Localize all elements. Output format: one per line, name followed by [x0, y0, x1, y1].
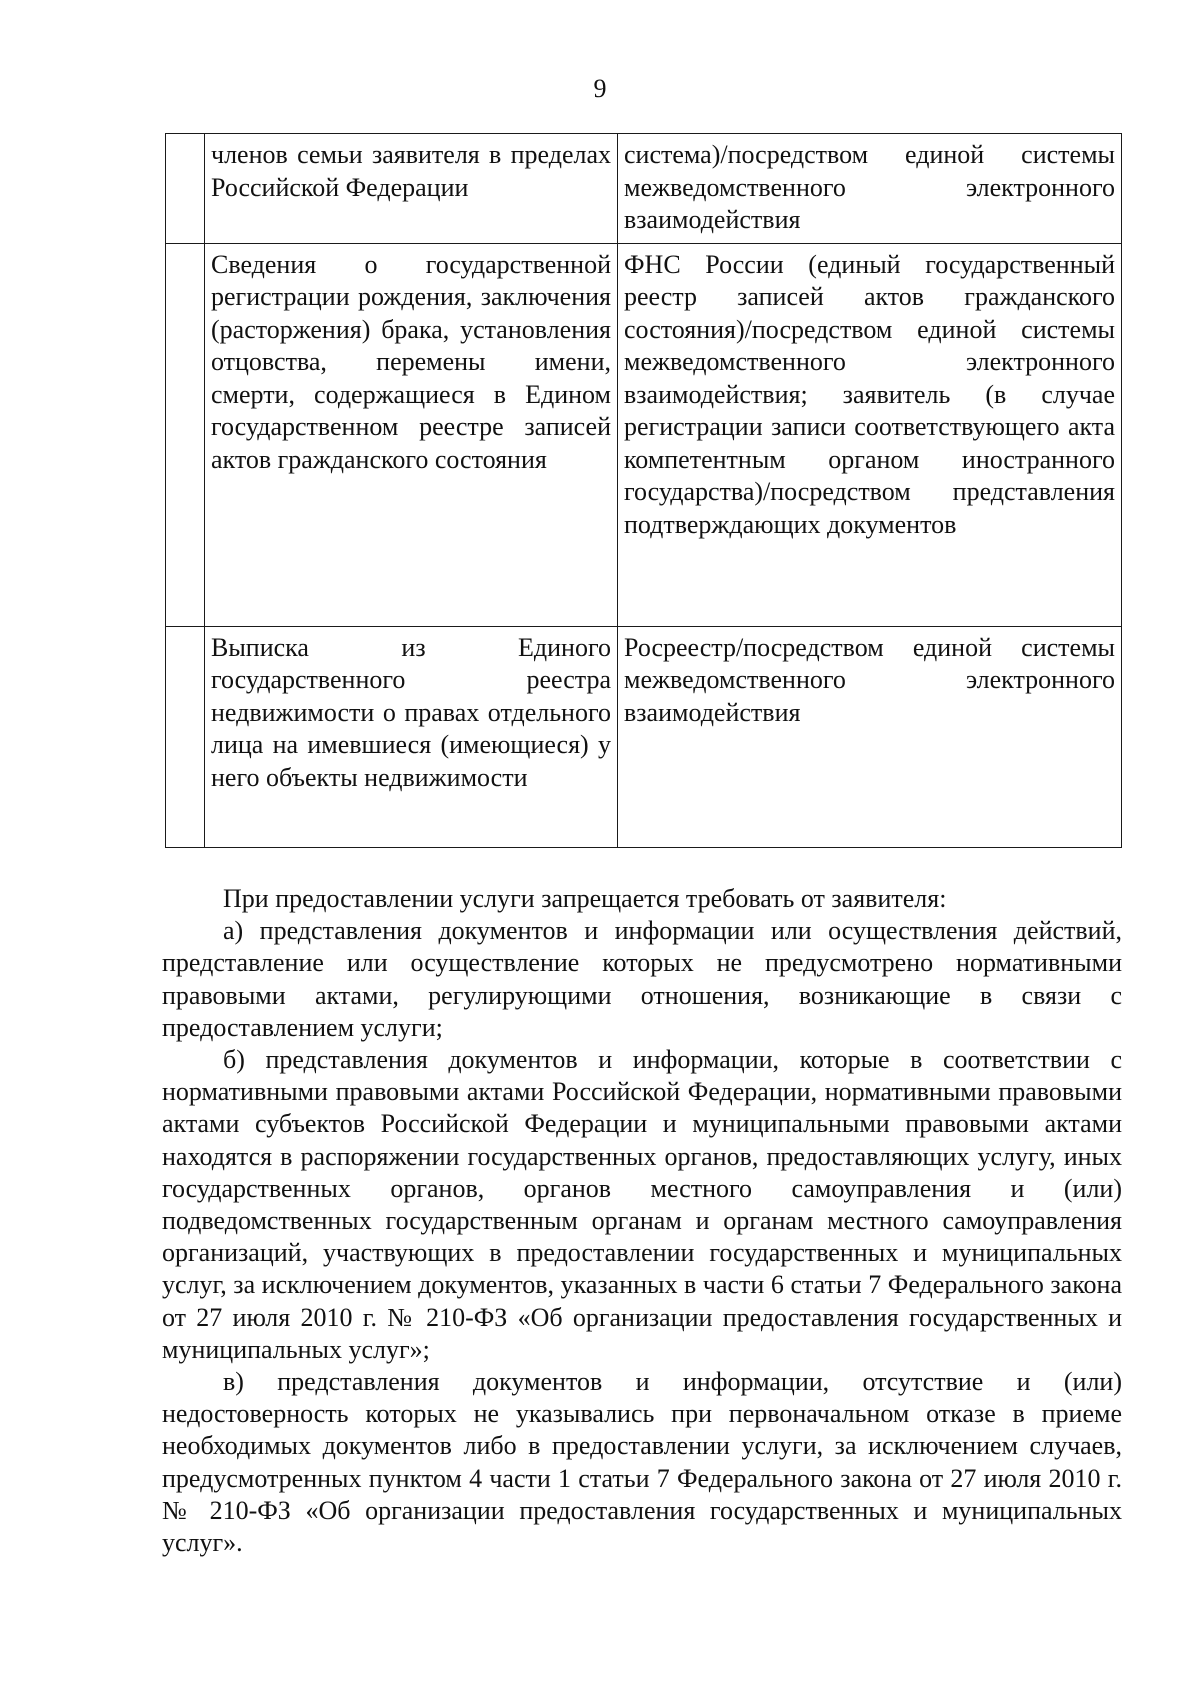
- paragraph-a: а) представления документов и информации или осуществления действий, представление или осуществление которых не предусмотрено нормативными правовыми актами, регулирующими отношения, возникающие в связи с предоставлением услуги;: [162, 916, 1122, 1042]
- paragraph-c: в) представления документов и информации, отсутствие и (или) недостоверность которых не указывались при первоначальном отказе в приеме необходимых документов либо в предоставлении услуги, за исключением случаев, предусмотренных пунктом 4 части 1 статьи 7 Федерального закона от 27 июля 2010 г. № 210-ФЗ «Об организации предоставления государственных и муниципальных услуг».: [162, 1367, 1122, 1558]
- body-text: [162, 883, 1122, 1559]
- document-cell: Сведения о государственной регистрации рождения, заключения (расторжения) брака, установления отцовства, перемены имени, смерти, содержащиеся в Едином государственном реестре записей актов гражданского состояния: [205, 243, 618, 626]
- paragraph-intro: При предоставлении услуги запрещается требовать от заявителя:: [223, 884, 947, 913]
- table-row: [166, 626, 1122, 847]
- row-number-cell: [166, 243, 205, 626]
- source-cell: ФНС России (единый государственный реестр записей актов гражданского состояния)/посредством единой системы межведомственного электронного взаимодействия; заявитель (в случае регистрации записи соответствующего акта компетентным органом иностранного государства)/посредством представления подтверждающих документов: [618, 243, 1122, 626]
- source-cell: система)/посредством единой системы межведомственного электронного взаимодействия: [618, 134, 1122, 244]
- table-row: [166, 134, 1122, 244]
- row-number-cell: [166, 626, 205, 847]
- source-cell: Росреестр/посредством единой системы межведомственного электронного взаимодействия: [618, 626, 1122, 847]
- documents-table: [165, 133, 1122, 848]
- document-cell: Выписка из Единого государственного реестра недвижимости о правах отдельного лица на имевшиеся (имеющиеся) у него объекты недвижимости: [205, 626, 618, 847]
- table-row: [166, 243, 1122, 626]
- paragraph-b: б) представления документов и информации, которые в соответствии с нормативными правовыми актами Российской Федерации, нормативными правовыми актами субъектов Российской Федерации и муниципальными правовыми актами находятся в распоряжении государственных органов, предоставляющих услугу, иных государственных органов, органов местного самоуправления и (или) подведомственных государственным органам и органам местного самоуправления организаций, участвующих в предоставлении государственных и муниципальных услуг, за исключением документов, указанных в части 6 статьи 7 Федерального закона от 27 июля 2010 г. № 210-ФЗ «Об организации предоставления государственных и муниципальных услуг»;: [162, 1045, 1122, 1364]
- document-cell: членов семьи заявителя в пределах Российской Федерации: [205, 134, 618, 244]
- page-number: 9: [593, 74, 607, 103]
- row-number-cell: [166, 134, 205, 244]
